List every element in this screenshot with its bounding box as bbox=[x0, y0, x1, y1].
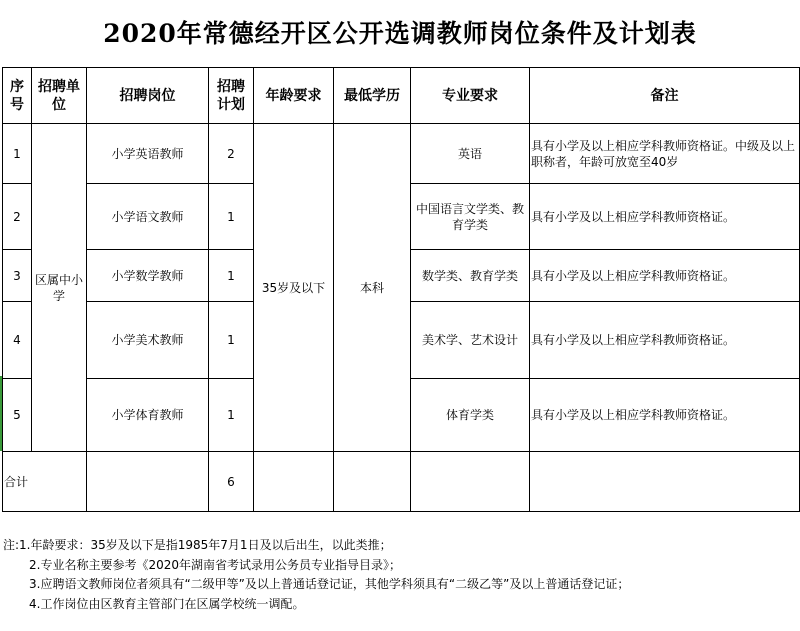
remarks-cell: 具有小学及以上相应学科教师资格证。 bbox=[530, 302, 800, 379]
seq-cell: 4 bbox=[3, 302, 32, 379]
total-age-empty bbox=[254, 452, 334, 512]
notes-section bbox=[3, 536, 629, 614]
seq-cell: 3 bbox=[3, 250, 32, 302]
header-major: 专业要求 bbox=[411, 68, 530, 124]
total-remarks-empty bbox=[530, 452, 800, 512]
total-major-empty bbox=[411, 452, 530, 512]
major-cell: 数学类、教育学类 bbox=[411, 250, 530, 302]
total-position-empty bbox=[87, 452, 209, 512]
seq-cell: 2 bbox=[3, 184, 32, 250]
remarks-cell: 具有小学及以上相应学科教师资格证。中级及以上职称者，年龄可放宽至40岁 bbox=[530, 124, 800, 184]
position-cell: 小学体育教师 bbox=[87, 379, 209, 452]
plan-cell: 1 bbox=[209, 250, 254, 302]
total-education-empty bbox=[334, 452, 411, 512]
positions-table bbox=[2, 67, 800, 512]
page-title: 2020年常德经开区公开选调教师岗位条件及计划表 bbox=[103, 19, 697, 48]
major-cell: 美术学、艺术设计 bbox=[411, 302, 530, 379]
header-remarks: 备注 bbox=[530, 68, 800, 124]
unit-cell: 区属中小学 bbox=[32, 124, 87, 452]
total-label: 合计 bbox=[3, 452, 87, 512]
note-line: 3.应聘语文教师岗位者须具有“二级甲等”及以上普通话登记证，其他学科须具有“二级乙等”及以上普通话登记证； bbox=[29, 577, 630, 591]
position-cell: 小学数学教师 bbox=[87, 250, 209, 302]
plan-cell: 1 bbox=[209, 302, 254, 379]
education-cell: 本科 bbox=[334, 124, 411, 452]
seq-cell: 5 bbox=[3, 379, 32, 452]
remarks-cell: 具有小学及以上相应学科教师资格证。 bbox=[530, 250, 800, 302]
major-cell: 英语 bbox=[411, 124, 530, 184]
total-row bbox=[3, 452, 800, 512]
plan-cell: 1 bbox=[209, 379, 254, 452]
age-cell: 35岁及以下 bbox=[254, 124, 334, 452]
remarks-cell: 具有小学及以上相应学科教师资格证。 bbox=[530, 379, 800, 452]
header-seq: 序号 bbox=[3, 68, 32, 124]
seq-cell: 1 bbox=[3, 124, 32, 184]
plan-cell: 1 bbox=[209, 184, 254, 250]
header-age: 年龄要求 bbox=[254, 68, 334, 124]
position-cell: 小学语文教师 bbox=[87, 184, 209, 250]
position-cell: 小学美术教师 bbox=[87, 302, 209, 379]
note-line: 注:1.年龄要求：35岁及以下是指1985年7月1日及以后出生，以此类推； bbox=[3, 538, 392, 552]
note-line: 2.专业名称主要参考《2020年湖南省考试录用公务员专业指导目录》； bbox=[29, 557, 401, 572]
header-plan: 招聘计划 bbox=[209, 68, 254, 124]
remarks-cell: 具有小学及以上相应学科教师资格证。 bbox=[530, 184, 800, 250]
header-education: 最低学历 bbox=[334, 68, 411, 124]
header-position: 招聘岗位 bbox=[87, 68, 209, 124]
note-line: 4.工作岗位由区教育主管部门在区属学校统一调配。 bbox=[29, 596, 305, 611]
table-row bbox=[3, 124, 800, 184]
header-row bbox=[3, 68, 800, 124]
position-cell: 小学英语教师 bbox=[87, 124, 209, 184]
plan-cell: 2 bbox=[209, 124, 254, 184]
major-cell: 中国语言文学类、教育学类 bbox=[411, 184, 530, 250]
major-cell: 体育学类 bbox=[411, 379, 530, 452]
row-marker bbox=[0, 376, 2, 451]
total-plan: 6 bbox=[209, 452, 254, 512]
header-unit: 招聘单位 bbox=[32, 68, 87, 124]
